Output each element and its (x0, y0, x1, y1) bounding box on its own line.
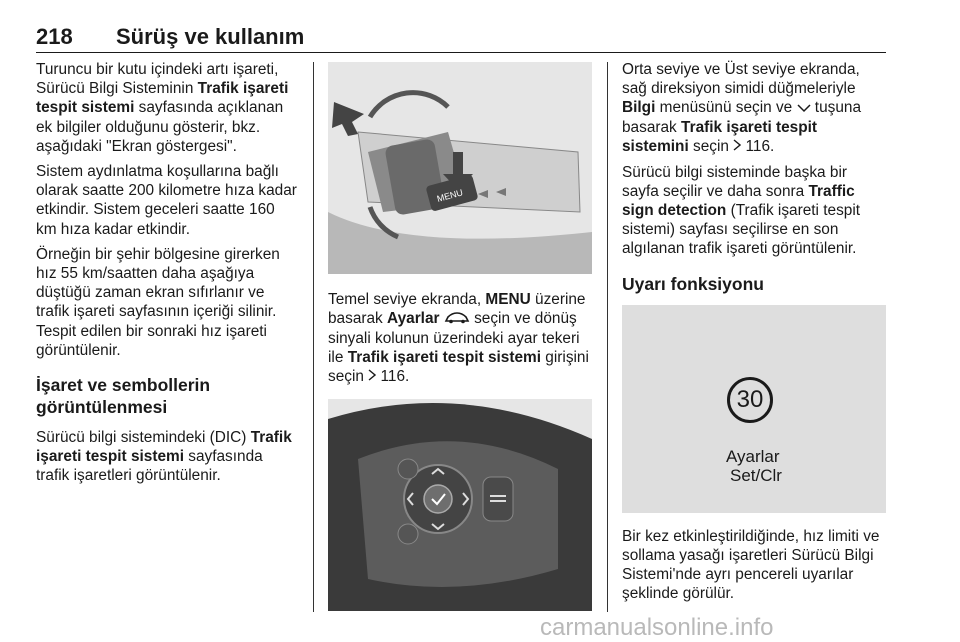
speed-limit-sign (727, 377, 773, 423)
warning-label: Ayarlar (726, 446, 780, 466)
menu-button-label: MENU (435, 187, 464, 204)
paragraph: Orta seviye ve Üst seviye ekranda, sağ direksiyon simidi düğmeleriyle Bilgi menüsünü seçin ve tuşuna basarak Trafik işareti tespit sistemini seçin 116. (622, 61, 862, 156)
column-left (36, 60, 298, 492)
warning-display (622, 305, 886, 513)
paragraph: Turuncu bir kutu içindeki artı işareti, Sürücü Bilgi Sisteminin Trafik işareti tespit sistemi sayfasında açıklanan ek bilgiler olduğunu gösterir, bkz. aşağıdaki "Ekran göstergesi". (36, 61, 289, 155)
page-title: Sürüş ve kullanım (116, 24, 305, 49)
column-middle (328, 60, 594, 611)
column-divider (607, 62, 608, 612)
steering-wheel-illustration (328, 399, 592, 611)
watermark: carmanualsonline.info (540, 614, 774, 641)
car-settings-icon (444, 310, 470, 329)
column-divider (313, 62, 314, 612)
paragraph: Temel seviye ekranda, MENU üzerine basarak Ayarlar seçin ve dönüş sinyali kolunun üzerindeki ayar tekeri ile Trafik işareti tespit sistemi girişini seçin 116. (328, 291, 589, 386)
steering-wheel-image (328, 399, 592, 611)
paragraph: Sürücü bilgi sisteminde başka bir sayfa seçilir ve daha sonra Traffic sign detection (Trafik işareti tespit sistemi) sayfası seçilirse en son algılanan trafik işareti görüntülenir. (622, 163, 861, 258)
stalk-illustration (328, 62, 592, 274)
section-heading: Uyarı fonksiyonu (622, 273, 764, 294)
paragraph: Bir kez etkinleştirildiğinde, hız limiti ve sollama yasağı işaretleri Sürücü Bilgi Sistemi'nde ayrı pencereli uyarılar şeklinde görülür. (622, 527, 880, 603)
page-reference-icon (733, 137, 741, 156)
column-right (622, 60, 888, 610)
paragraph: Sistem aydınlatma koşullarına bağlı olarak saatte 200 kilometre hıza kadar etkindir. Sistem geceleri saatte 160 km hıza kadar etkindir. (36, 163, 297, 238)
page-number: 218 (36, 24, 73, 49)
paragraph: Sürücü bilgi sistemindeki (DIC) Trafik işareti tespit sistemi sayfasında trafik işaretleri görüntülenir. (36, 429, 292, 485)
speed-limit-value: 30 (736, 386, 764, 414)
turn-signal-stalk-image (328, 62, 592, 274)
paragraph: Örneğin bir şehir bölgesine girerken hız 55 km/saatten daha aşağıya düştüğü zaman ekran sıfırlanır ve trafik işareti sayfasının içeriği silinir. Tespit edilen bir sonraki hız işareti görüntülenir. (36, 245, 280, 359)
warning-label: Set/Clr (730, 465, 782, 485)
section-heading: İşaret ve sembollerin görüntülenmesi (36, 375, 211, 418)
page-header (36, 22, 886, 53)
chevron-down-icon (797, 99, 811, 118)
